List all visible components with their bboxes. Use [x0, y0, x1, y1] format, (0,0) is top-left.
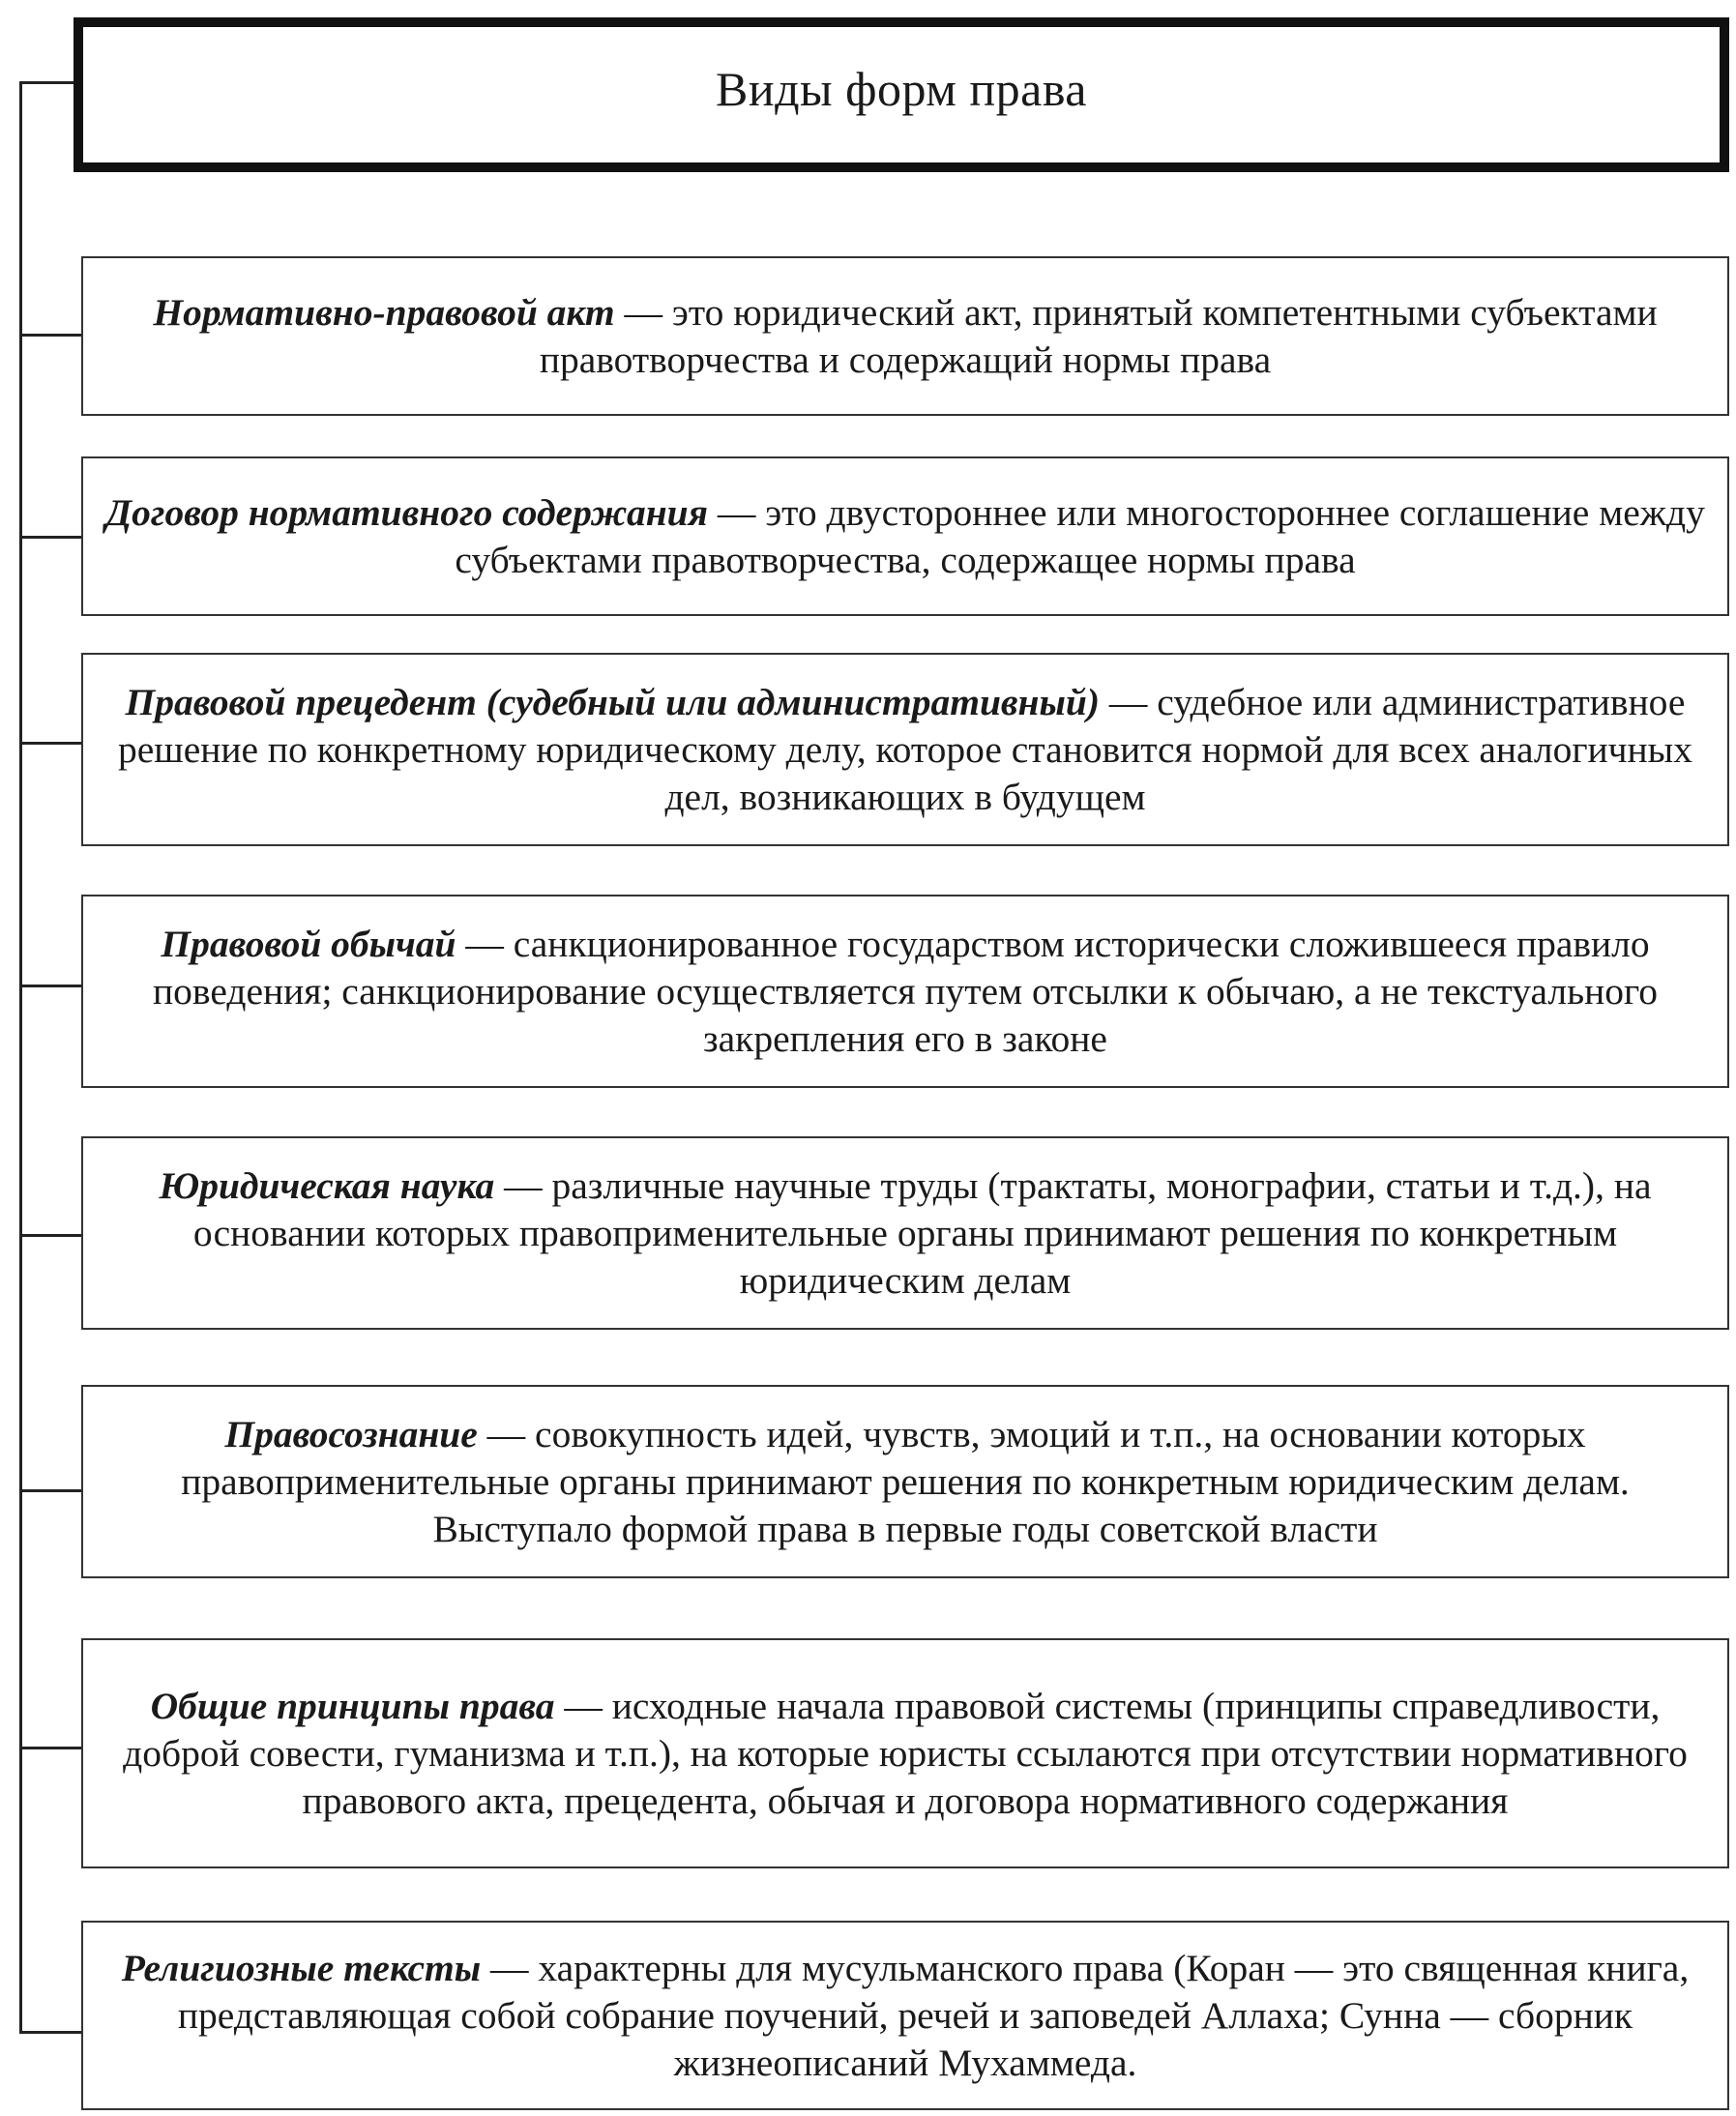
form-box-normative-contract [81, 456, 1729, 616]
branch-line [19, 2031, 83, 2034]
form-description [103, 1162, 1708, 1305]
form-box-general-principles [81, 1638, 1729, 1868]
form-box-legal-consciousness [81, 1385, 1729, 1578]
form-definition: — санкционированное государством исторически сложившееся правило поведения; санкционирование осуществляется путем отсылки к обычаю, а не текстуального закрепления его в законе [153, 922, 1658, 1060]
form-definition: — характерны для мусульманского права (Коран — это священная книга, представляющая собой собрание поучений, речей и заповедей Аллаха; Сунна — сборник жизнеописаний Мухаммеда. [177, 1946, 1690, 2084]
form-description [103, 1683, 1708, 1825]
form-box-normative-act [81, 256, 1729, 416]
branch-line [19, 1234, 83, 1237]
branch-line [19, 1489, 83, 1492]
form-term: Нормативно-правовой акт [153, 290, 615, 334]
branch-line [19, 536, 83, 539]
form-definition: — различные научные труды (трактаты, монографии, статьи и т.д.), на основании которых правоприменительные органы принимают решения по конкретным юридическим делам [192, 1163, 1652, 1302]
form-box-legal-custom [81, 895, 1729, 1088]
form-term: Религиозные тексты [121, 1946, 482, 1989]
branch-line [19, 334, 83, 337]
form-box-religious-texts [81, 1921, 1729, 2110]
form-term: Правосознание [224, 1412, 478, 1455]
form-description [103, 1945, 1708, 2087]
form-description [103, 921, 1708, 1063]
form-definition: — исходные начала правовой системы (принципы справедливости, доброй совести, гуманизма и т.п.), на которые юристы ссылаются при отсутствии нормативного правового акта, прецедента, обычая и договора нормативного содержания [123, 1684, 1688, 1822]
title-box [74, 17, 1729, 172]
form-term: Общие принципы права [150, 1684, 555, 1727]
form-definition: — это двустороннее или многостороннее соглашение между субъектами правотворчества, содержащее нормы права [455, 490, 1705, 581]
form-box-legal-science [81, 1136, 1729, 1330]
form-description [103, 679, 1708, 821]
form-box-legal-precedent [81, 653, 1729, 846]
spine-line [19, 81, 22, 2033]
branch-line [19, 1747, 83, 1749]
form-definition: — это юридический акт, принятый компетентными субъектами правотворчества и содержащий нормы права [539, 290, 1658, 381]
branch-line [19, 985, 83, 987]
form-definition: — совокупность идей, чувств, эмоций и т.п., на основании которых правоприменительные органы принимают решения по конкретным юридическим делам. Выступало формой права в первые годы советской власти [181, 1412, 1630, 1550]
diagram-title: Виды форм права [715, 62, 1087, 116]
form-term: Правовой прецедент (судебный или административный) [125, 680, 1101, 723]
branch-line [19, 742, 83, 745]
form-term: Правовой обычай [161, 922, 456, 965]
form-description [103, 289, 1708, 384]
form-description [103, 1411, 1708, 1553]
form-description [103, 489, 1708, 584]
title-branch-line [19, 81, 77, 84]
form-term: Договор нормативного содержания [105, 490, 708, 534]
form-definition: — судебное или административное решение по конкретному юридическому делу, которое становится нормой для всех аналогичных дел, возникающих в будущем [118, 680, 1692, 818]
form-term: Юридическая наука [159, 1163, 495, 1207]
